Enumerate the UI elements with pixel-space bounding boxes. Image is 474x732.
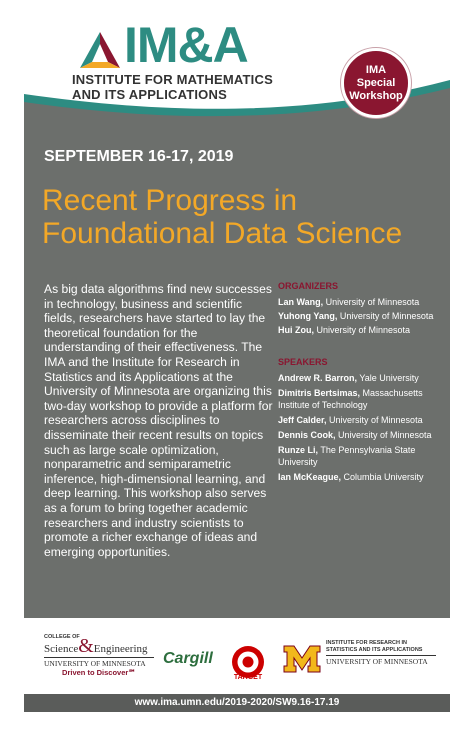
special-workshop-badge bbox=[341, 48, 411, 118]
badge-line-2: Special bbox=[356, 76, 396, 89]
title-line-2: Foundational Data Science bbox=[42, 217, 403, 250]
cse-driven: Driven to Discover℠ bbox=[62, 668, 136, 677]
ima-logo-icon bbox=[76, 28, 124, 76]
speaker-affiliation: The Pennsylvania State University bbox=[278, 445, 416, 467]
badge-line-3: Workshop bbox=[349, 89, 403, 102]
event-description: As big data algorithms find new successes in technology, business and scientific fields, researchers have started to lay the theoretical foundation for the understanding of their effectiveness. The IMA and the Institute for Research in Statistics and its Applications at the University of Minnesota are organizing this two-day workshop to provide a platform for researchers across disciplines to disseminate their recent results on topics such as large scale optimization, nonparametric and semiparametric inference, high-dimensional learning, and deep learning. This workshop also serves as a forum to bring together academic researchers and industry scientists to promote a richer exchange of ideas and emerging opportunities. bbox=[44, 282, 273, 559]
cse-logo bbox=[44, 634, 154, 677]
speaker-item bbox=[278, 387, 448, 411]
cargill-logo: Cargill bbox=[163, 650, 213, 667]
cse-ampersand: & bbox=[78, 635, 94, 657]
footer-url-bar bbox=[24, 694, 450, 712]
speaker-affiliation: Yale University bbox=[357, 373, 419, 383]
organizer-affiliation: University of Minnesota bbox=[323, 297, 420, 307]
event-date: SEPTEMBER 16-17, 2019 bbox=[44, 148, 234, 165]
speakers-heading: SPEAKERS bbox=[278, 357, 328, 367]
badge-line-1: IMA bbox=[365, 63, 387, 76]
organizer-name: Yuhong Yang, bbox=[278, 311, 338, 321]
cse-science: Science bbox=[44, 643, 79, 655]
organizer-item bbox=[278, 310, 448, 322]
organizer-item bbox=[278, 324, 448, 336]
speaker-affiliation: Columbia University bbox=[341, 472, 424, 482]
institute-line-2: AND ITS APPLICATIONS bbox=[72, 87, 227, 102]
people-column bbox=[278, 280, 448, 486]
logo-text: IM&A bbox=[124, 17, 248, 73]
institute-line-1: INSTITUTE FOR MATHEMATICS bbox=[72, 72, 273, 87]
speaker-name: Dimitris Bertsimas, bbox=[278, 388, 361, 398]
irsa-university: UNIVERSITY OF MINNESOTA bbox=[326, 655, 436, 666]
footer-url[interactable]: www.ima.umn.edu/2019-2020/SW9.16-17.19 bbox=[134, 697, 340, 708]
organizers-heading: ORGANIZERS bbox=[278, 281, 339, 291]
speaker-item bbox=[278, 429, 448, 441]
target-label: TARGET bbox=[233, 674, 263, 681]
speaker-affiliation: Massachusetts Institute of Technology bbox=[278, 388, 423, 410]
speaker-item bbox=[278, 372, 448, 384]
speaker-affiliation: University of Minnesota bbox=[335, 430, 432, 440]
organizer-name: Hui Zou, bbox=[278, 325, 314, 335]
speaker-item bbox=[278, 414, 448, 426]
speaker-name: Ian McKeague, bbox=[278, 472, 342, 482]
umn-m-logo-icon bbox=[282, 644, 322, 674]
title-line-1: Recent Progress in bbox=[42, 184, 298, 217]
speaker-name: Andrew R. Barron, bbox=[278, 373, 358, 383]
organizer-affiliation: University of Minnesota bbox=[337, 311, 434, 321]
irsa-name: INSTITUTE FOR RESEARCH IN STATISTICS AND ITS APPLICATIONS bbox=[326, 640, 423, 653]
speaker-item bbox=[278, 444, 448, 468]
speaker-name: Runze Li, bbox=[278, 445, 318, 455]
speaker-name: Dennis Cook, bbox=[278, 430, 336, 440]
cse-college-of: COLLEGE OF bbox=[44, 634, 80, 640]
speakers-section bbox=[278, 356, 448, 483]
organizer-item bbox=[278, 296, 448, 308]
organizer-name: Lan Wang, bbox=[278, 297, 324, 307]
cse-university: UNIVERSITY OF MINNESOTA bbox=[44, 657, 154, 668]
speaker-name: Jeff Calder, bbox=[278, 415, 327, 425]
organizer-affiliation: University of Minnesota bbox=[314, 325, 411, 335]
speaker-item bbox=[278, 471, 448, 483]
cse-engineering: Engineering bbox=[93, 643, 148, 655]
irsa-logo bbox=[326, 640, 436, 666]
speaker-affiliation: University of Minnesota bbox=[326, 415, 423, 425]
event-title bbox=[42, 184, 442, 250]
